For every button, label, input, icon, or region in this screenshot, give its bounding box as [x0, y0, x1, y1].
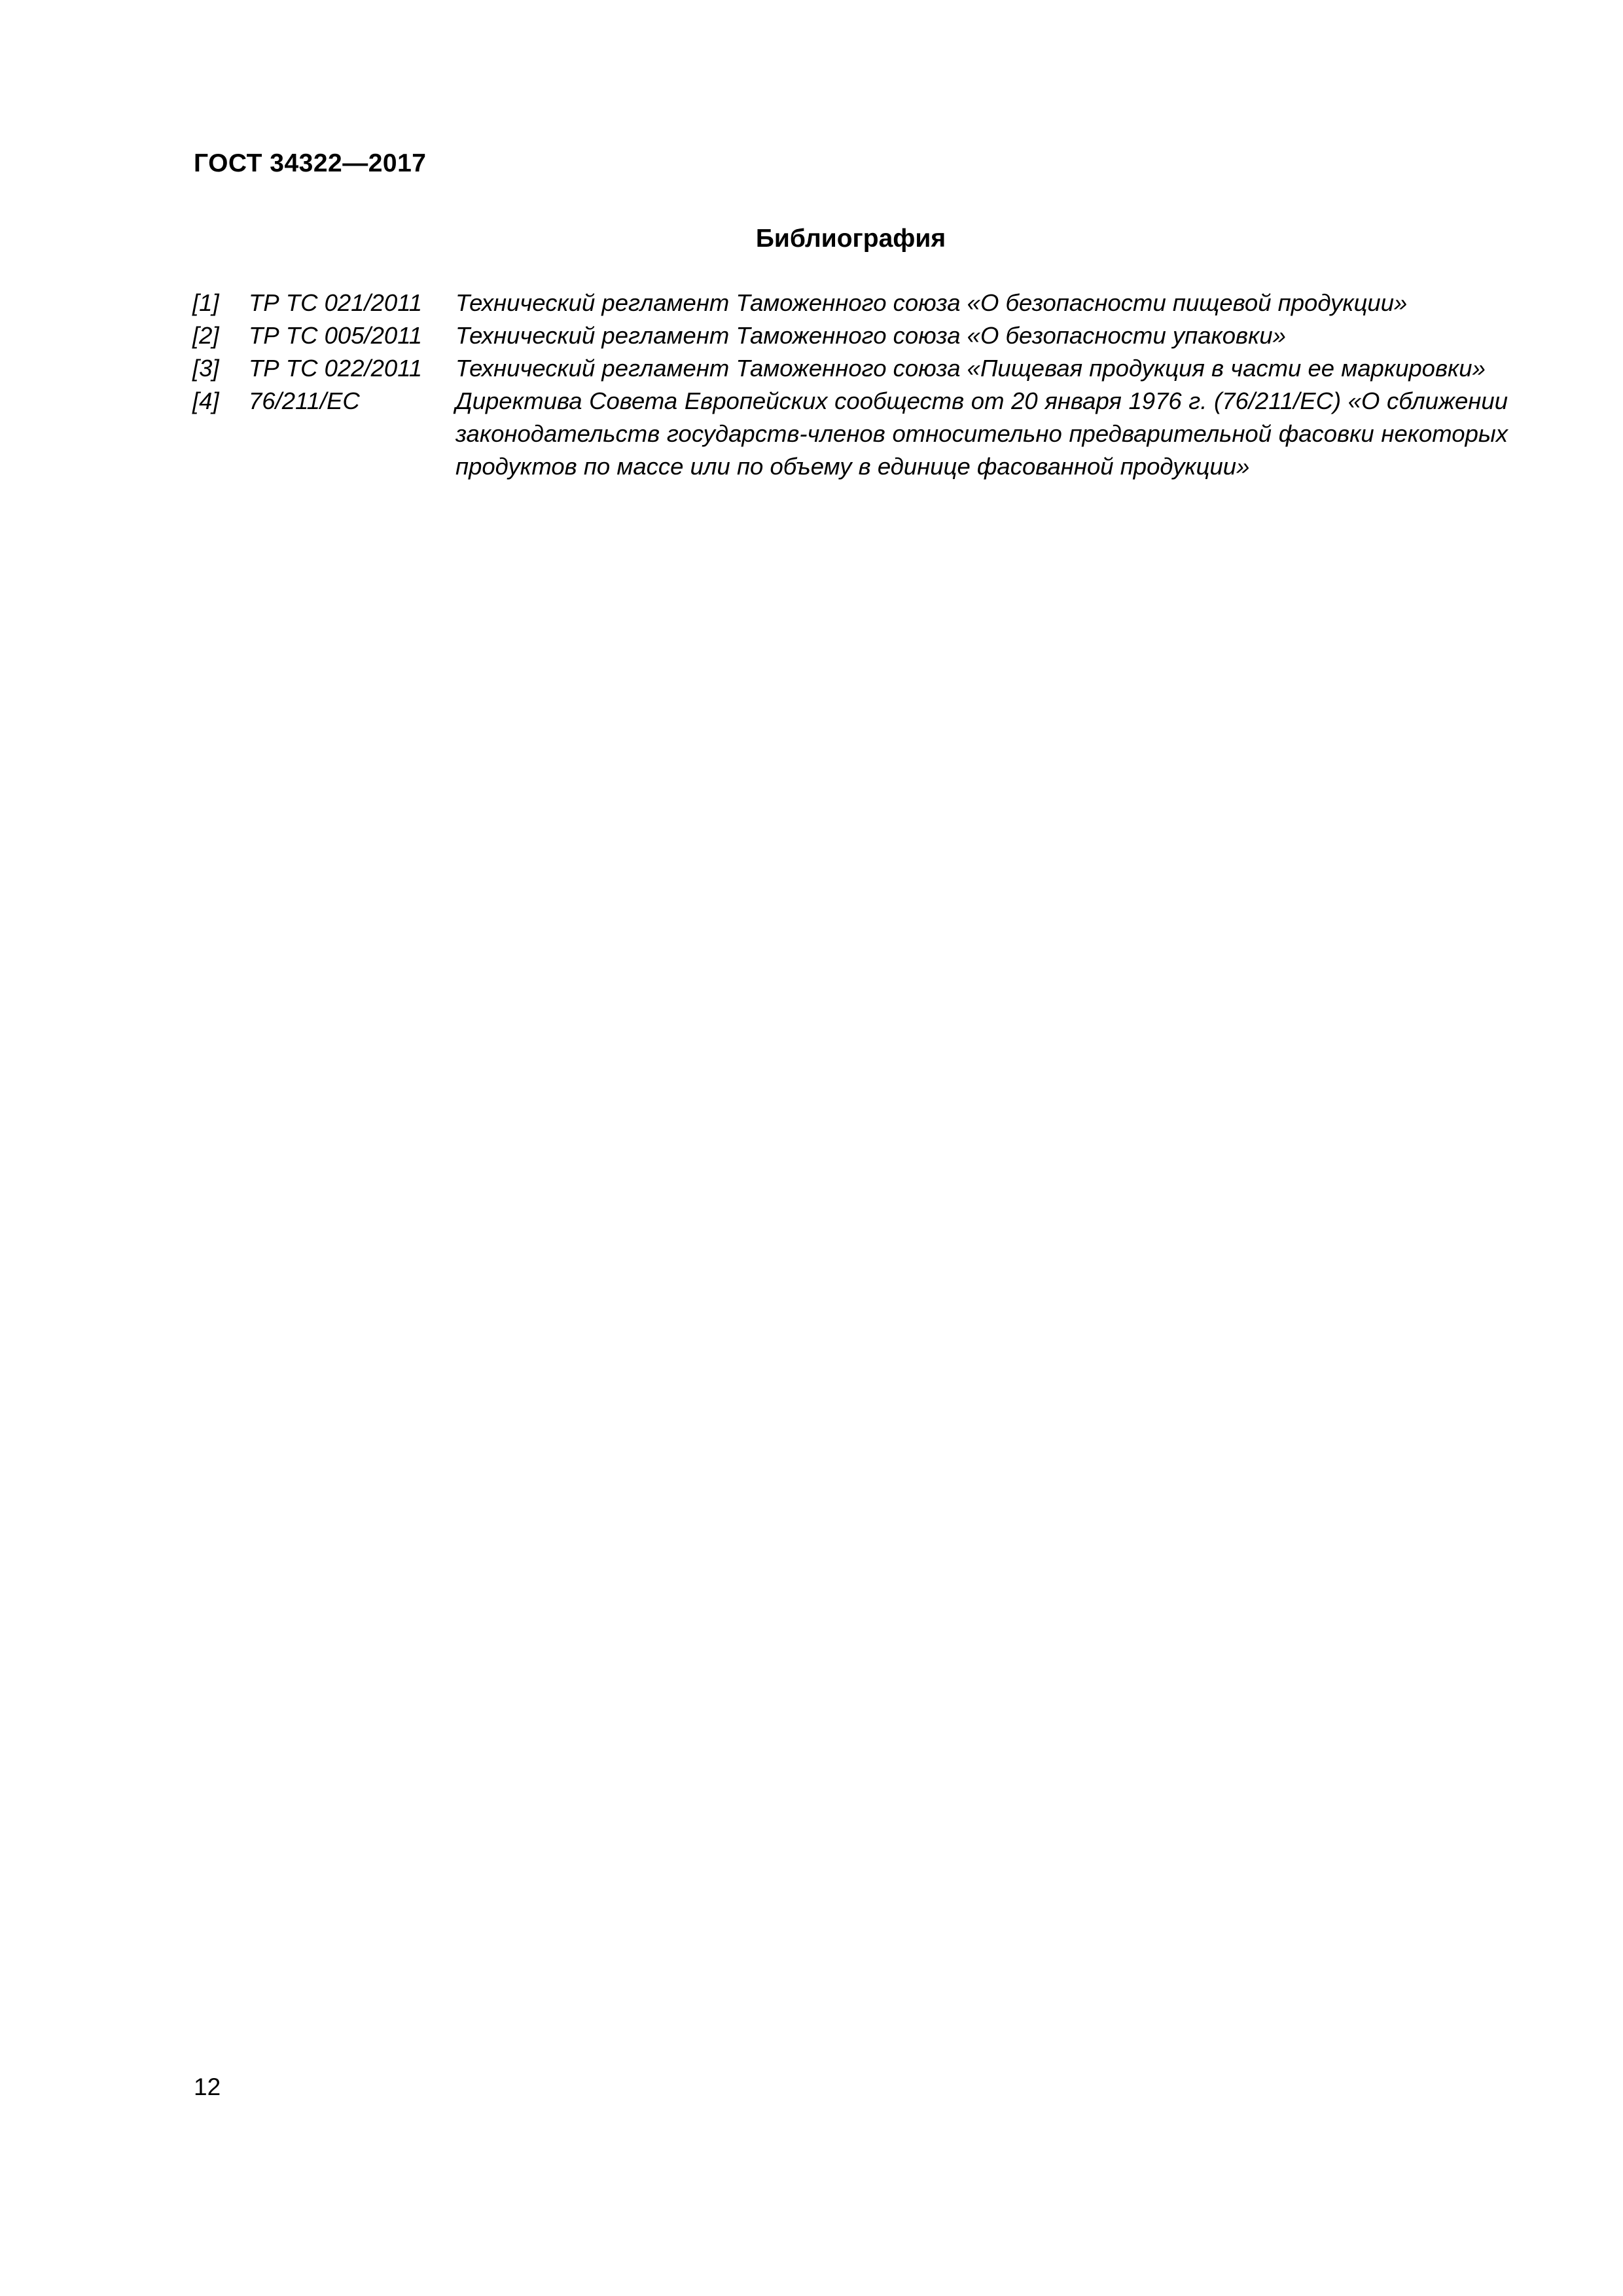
entry-text: Технический регламент Таможенного союза «О безопасности пищевой продукции» [455, 289, 1408, 316]
entry-text: Технический регламент Таможенного союза «Пищевая продукция в части ее маркировки» [455, 355, 1486, 382]
bibliography-entry [192, 352, 1508, 385]
entry-number: [4] [192, 387, 219, 414]
entry-number: [2] [192, 322, 219, 349]
entry-code: ТР ТС 021/2011 [249, 289, 423, 316]
entry-code: 76/211/ЕС [249, 387, 360, 414]
bibliography-list [192, 287, 1508, 483]
document-header: ГОСТ 34322—2017 [194, 149, 427, 177]
entry-text: Директива Совета Европейских сообществ от 20 января 1976 г. (76/211/ЕС) «О сближении законодательств государств-членов относительно предварительной фасовки некоторых продуктов по массе или по объему в единице фасованной продукции» [455, 387, 1508, 480]
entry-code: ТР ТС 022/2011 [249, 355, 423, 382]
section-title: Библиография [755, 224, 946, 253]
bibliography-entry [192, 287, 1508, 319]
page-number: 12 [194, 2073, 221, 2100]
bibliography-entry [192, 319, 1508, 352]
entry-number: [3] [192, 355, 219, 382]
bibliography-entry [192, 385, 1508, 483]
entry-text: Технический регламент Таможенного союза «О безопасности упаковки» [455, 322, 1286, 349]
entry-code: ТР ТС 005/2011 [249, 322, 423, 349]
entry-number: [1] [192, 289, 219, 316]
